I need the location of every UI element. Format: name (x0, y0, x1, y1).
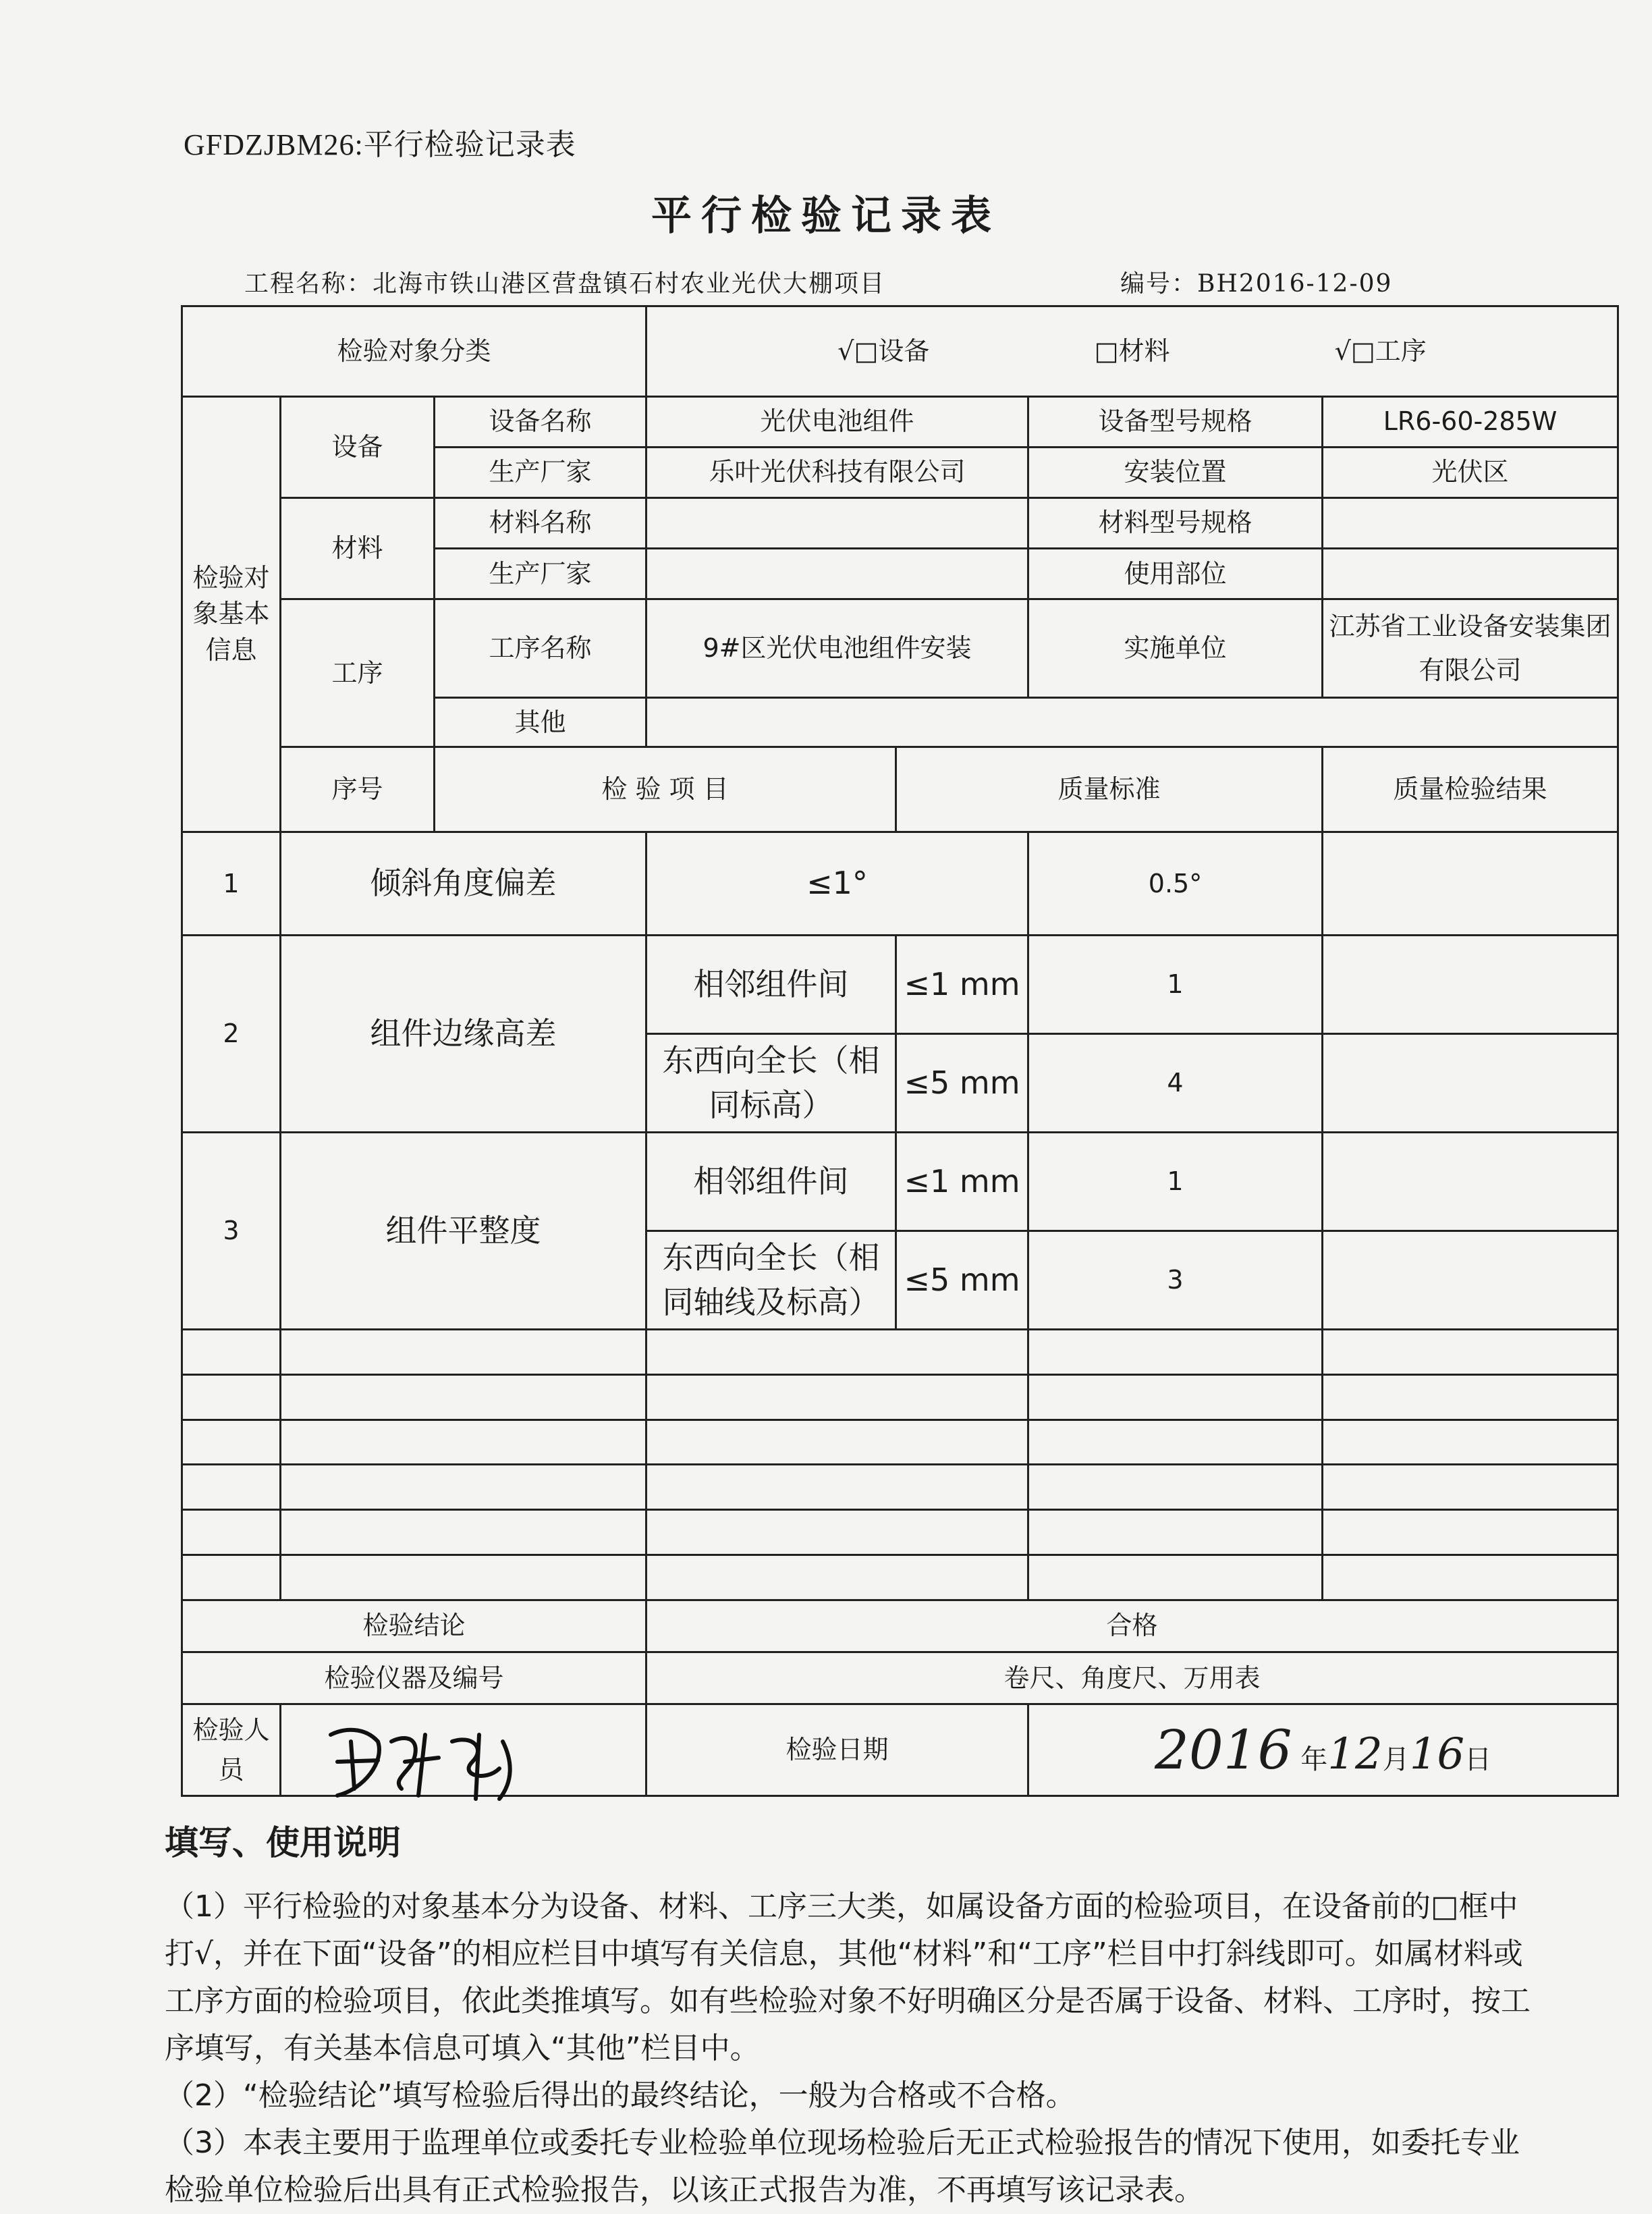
row-3-sub-2-name: 东西向全长（相同轴线及标高） (646, 1231, 896, 1329)
instrument-label: 检验仪器及编号 (182, 1652, 646, 1704)
row-3-sub-1-remark (1323, 1132, 1618, 1231)
col-item-header: 检 验 项 目 (435, 747, 896, 832)
empty-row (182, 1510, 1618, 1555)
row-2-sub-2-name: 东西向全长（相同标高） (646, 1033, 896, 1132)
day-unit: 日 (1464, 1744, 1492, 1775)
instructions-title: 填写、使用说明 (165, 1823, 401, 1862)
category-options (646, 306, 1618, 397)
material-model-label: 材料型号规格 (1028, 497, 1323, 548)
row-2-sub-2-standard: ≤5 mm (896, 1033, 1028, 1132)
col-result-header: 质量检验结果 (1323, 747, 1618, 832)
year-unit: 年 (1300, 1744, 1328, 1775)
row-1-result: 0.5° (1028, 832, 1323, 935)
project-name: 工程名称：北海市铁山港区营盘镇石村农业光伏大棚项目 (244, 270, 886, 298)
process-name-value: 9#区光伏电池组件安装 (646, 599, 1028, 698)
material-model-value (1323, 497, 1618, 548)
empty-row (182, 1420, 1618, 1465)
equipment-name-value: 光伏电池组件 (646, 396, 1028, 447)
row-3-sub-1-name: 相邻组件间 (646, 1132, 896, 1231)
row-2-sub-2-result: 4 (1028, 1033, 1323, 1132)
record-number: 编号：BH2016-12-09 (1120, 270, 1393, 298)
material-manufacturer-label: 生产厂家 (435, 548, 646, 599)
conclusion-label: 检验结论 (182, 1600, 646, 1652)
form-code: GFDZJBM26:平行检验记录表 (184, 128, 576, 161)
usage-part-label: 使用部位 (1028, 548, 1323, 599)
equipment-label: 设备 (281, 396, 435, 497)
date-value (1028, 1704, 1618, 1796)
row-2-sub-1-name: 相邻组件间 (646, 935, 896, 1033)
usage-part-value (1323, 548, 1618, 599)
material-label: 材料 (281, 497, 435, 599)
row-3-sub-2-result: 3 (1028, 1231, 1323, 1329)
page-title: 平行检验记录表 (651, 192, 1001, 240)
implementer-label: 实施单位 (1028, 599, 1323, 698)
month-unit: 月 (1382, 1744, 1410, 1775)
basic-info-label: 检验对象基本信息 (182, 396, 281, 832)
category-process-check[interactable]: √□工序 (1334, 335, 1427, 366)
row-2-no: 2 (182, 935, 281, 1132)
equipment-name-label: 设备名称 (435, 396, 646, 447)
row-3-sub-1-standard: ≤1 mm (896, 1132, 1028, 1231)
category-label: 检验对象分类 (182, 306, 646, 397)
col-standard-header: 质量标准 (896, 747, 1323, 832)
material-name-value (646, 497, 1028, 548)
other-label: 其他 (435, 698, 646, 747)
row-2-sub-1-standard: ≤1 mm (896, 935, 1028, 1033)
category-material-check[interactable]: □材料 (1094, 335, 1170, 366)
material-manufacturer-value (646, 548, 1028, 599)
instructions-p2: （2）“检验结论”填写检验后得出的最终结论，一般为合格或不合格。 (165, 2078, 1076, 2113)
row-3-sub-2-remark (1323, 1231, 1618, 1329)
equipment-model-value: LR6-60-285W (1323, 396, 1618, 447)
row-1-standard: ≤1° (646, 832, 1028, 935)
row-3-item: 组件平整度 (281, 1132, 646, 1329)
category-equipment-check[interactable]: √□设备 (837, 335, 930, 366)
row-2-item: 组件边缘高差 (281, 935, 646, 1132)
empty-row (182, 1555, 1618, 1600)
other-value (646, 698, 1618, 747)
instructions-p1: （1）平行检验的对象基本分为设备、材料、工序三大类，如属设备方面的检验项目，在设备前的□框中打√，并在下面“设备”的相应栏目中填写有关信息，其他“材料”和“工序”栏目中打斜线即可。如属材料或工序方面的检验项目，依此类推填写。如有些检验对象不好明确区分是否属于设备、材料、工序时，按工序填写，有关基本信息可填入“其他”栏目中。 (165, 1889, 1531, 2066)
row-1-no: 1 (182, 832, 281, 935)
install-location-label: 安装位置 (1028, 447, 1323, 497)
material-name-label: 材料名称 (435, 497, 646, 548)
process-name-label: 工序名称 (435, 599, 646, 698)
instrument-value: 卷尺、角度尺、万用表 (646, 1652, 1618, 1704)
manufacturer-label: 生产厂家 (435, 447, 646, 497)
empty-row (182, 1330, 1618, 1375)
conclusion-value: 合格 (646, 1600, 1618, 1652)
implementer-value: 江苏省工业设备安装集团有限公司 (1323, 599, 1618, 698)
row-3-sub-1-result: 1 (1028, 1132, 1323, 1231)
install-location-value: 光伏区 (1323, 447, 1618, 497)
col-no-header: 序号 (281, 747, 435, 832)
inspection-table (181, 305, 1619, 1797)
date-year: 2016 (1154, 1718, 1292, 1781)
empty-row (182, 1465, 1618, 1510)
inspector-signature (135, 1714, 553, 1809)
row-3-no: 3 (182, 1132, 281, 1329)
date-day: 16 (1409, 1729, 1465, 1779)
process-label: 工序 (281, 599, 435, 747)
inspector-label: 检验人员 (182, 1704, 281, 1796)
date-label: 检验日期 (646, 1704, 1028, 1796)
manufacturer-value: 乐叶光伏科技有限公司 (646, 447, 1028, 497)
date-month: 12 (1327, 1729, 1383, 1779)
row-1-item: 倾斜角度偏差 (281, 832, 646, 935)
equipment-model-label: 设备型号规格 (1028, 396, 1323, 447)
empty-row (182, 1374, 1618, 1420)
instructions-p3: （3）本表主要用于监理单位或委托专业检验单位现场检验后无正式检验报告的情况下使用，如委托专业检验单位检验后出具有正式检验报告，以该正式报告为准，不再填写该记录表。 (165, 2126, 1520, 2207)
row-3-sub-2-standard: ≤5 mm (896, 1231, 1028, 1329)
row-2-sub-2-remark (1323, 1033, 1618, 1132)
row-2-sub-1-remark (1323, 935, 1618, 1033)
row-2-sub-1-result: 1 (1028, 935, 1323, 1033)
row-1-remark (1323, 832, 1618, 935)
